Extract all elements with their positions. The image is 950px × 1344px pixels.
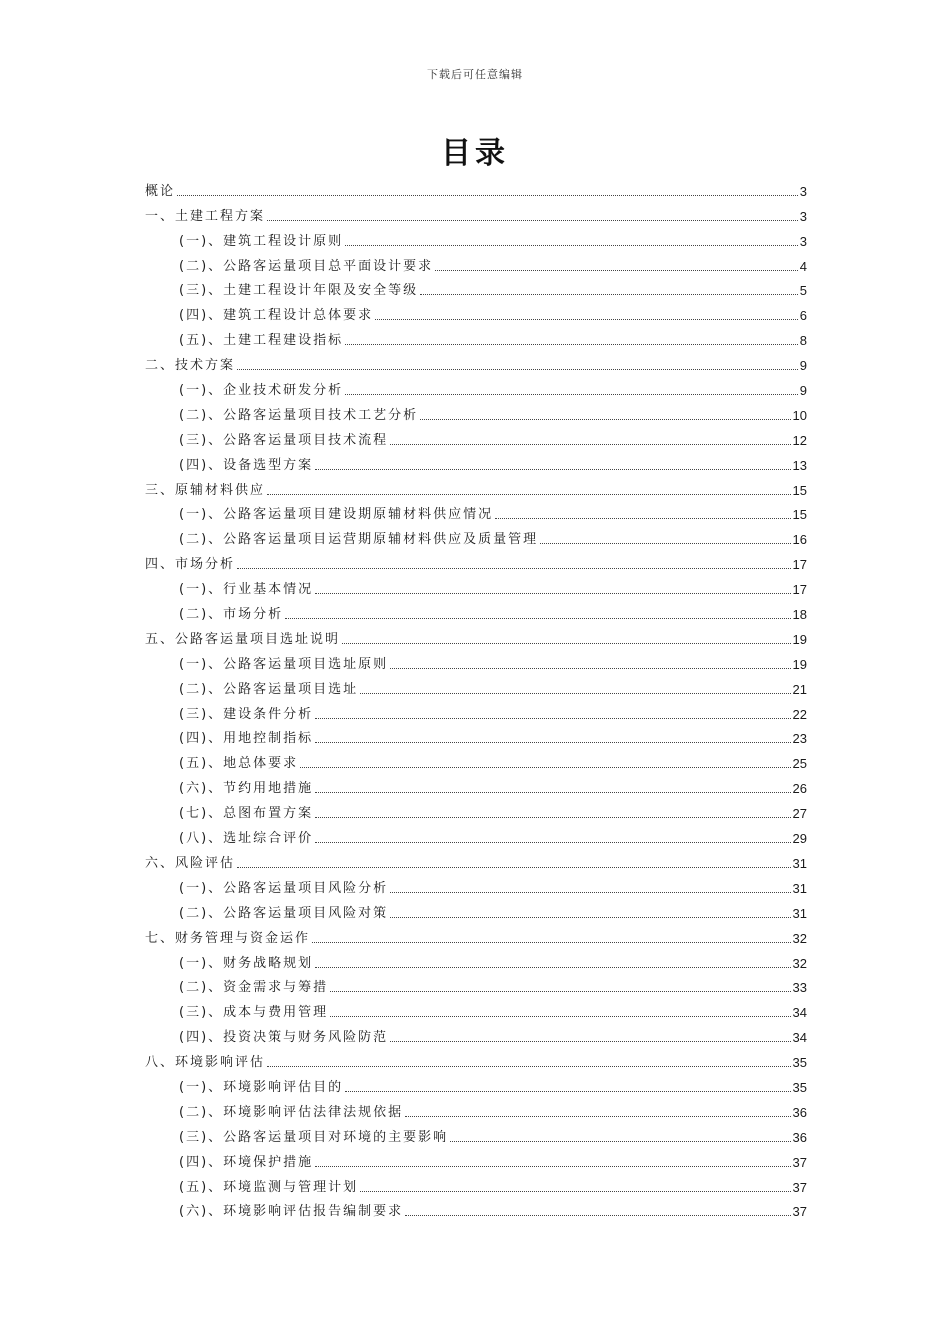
toc-dot-leader: [420, 419, 790, 420]
toc-dot-leader: [177, 195, 798, 196]
toc-dot-leader: [267, 494, 791, 495]
toc-entry-text: (七)、总图布置方案: [179, 806, 314, 822]
toc-page-number: 18: [792, 607, 807, 623]
toc-dot-leader: [285, 618, 790, 619]
toc-page-number: 37: [792, 1204, 807, 1220]
toc-entry-text: (二)、公路客运量项目选址: [179, 681, 359, 697]
toc-dot-leader: [345, 1091, 790, 1092]
toc-page-number: 3: [799, 183, 807, 199]
toc-entry[interactable]: [145, 298, 807, 323]
toc-page-number: 13: [792, 457, 807, 473]
toc-entry-text: (三)、公路客运量项目技术流程: [179, 432, 389, 448]
toc-entry-text: (二)、市场分析: [179, 607, 284, 623]
toc-page-number: 35: [792, 1079, 807, 1095]
toc-dot-leader: [237, 369, 798, 370]
toc-page-number: 10: [792, 407, 807, 423]
toc-dot-leader: [267, 220, 798, 221]
toc-entry-text: 六、风险评估: [145, 855, 236, 871]
toc-page-number: 33: [792, 980, 807, 996]
toc-entry-text: (一)、建筑工程设计原则: [179, 233, 344, 249]
toc-page-number: 8: [799, 333, 807, 349]
toc-entry[interactable]: [145, 1170, 807, 1195]
toc-title: 目录: [441, 136, 509, 171]
toc-entry-text: (三)、公路客运量项目对环境的主要影响: [179, 1129, 449, 1145]
toc-page-number: 15: [792, 507, 807, 523]
toc-entry[interactable]: [145, 348, 807, 373]
toc-entry[interactable]: [145, 1020, 807, 1045]
toc-dot-leader: [315, 792, 790, 793]
toc-entry[interactable]: [145, 224, 807, 249]
toc-dot-leader: [390, 444, 790, 445]
toc-entry-text: (五)、环境监测与管理计划: [179, 1179, 359, 1195]
toc-entry-text: (五)、地总体要求: [179, 756, 299, 772]
toc-page-number: 29: [792, 831, 807, 847]
toc-dot-leader: [420, 294, 798, 295]
toc-dot-leader: [360, 1191, 790, 1192]
toc-entry[interactable]: [145, 473, 807, 498]
toc-page-number: 17: [792, 582, 807, 598]
toc-dot-leader: [405, 1215, 790, 1216]
toc-entry[interactable]: [145, 971, 807, 996]
toc-page-number: 17: [792, 557, 807, 573]
toc-page-number: 32: [792, 955, 807, 971]
toc-dot-leader: [315, 1166, 790, 1167]
toc-page-number: 21: [792, 681, 807, 697]
toc-entry[interactable]: [145, 871, 807, 896]
toc-entry-text: 一、土建工程方案: [145, 208, 266, 224]
toc-entry-text: 概论: [145, 183, 176, 199]
toc-page-number: 19: [792, 656, 807, 672]
toc-entry-text: (一)、行业基本情况: [179, 582, 314, 598]
toc-page-number: 3: [799, 233, 807, 249]
toc-entry-text: 二、技术方案: [145, 358, 236, 374]
toc-page-number: 35: [792, 1055, 807, 1071]
toc-dot-leader: [390, 668, 790, 669]
toc-entry[interactable]: [145, 498, 807, 523]
toc-entry[interactable]: [145, 572, 807, 597]
toc-dot-leader: [435, 270, 798, 271]
toc-entry[interactable]: [145, 199, 807, 224]
toc-page-number: 37: [792, 1154, 807, 1170]
toc-page-number: 31: [792, 855, 807, 871]
toc-entry[interactable]: [145, 672, 807, 697]
toc-dot-leader: [390, 917, 790, 918]
toc-page-number: 34: [792, 1005, 807, 1021]
header-note: 下载后可任意编辑: [427, 68, 523, 81]
toc-entry[interactable]: [145, 846, 807, 871]
toc-entry[interactable]: [145, 423, 807, 448]
toc-entry[interactable]: [145, 1095, 807, 1120]
toc-dot-leader: [405, 1116, 790, 1117]
toc-dot-leader: [330, 991, 790, 992]
toc-dot-leader: [390, 892, 790, 893]
toc-entry-text: (一)、公路客运量项目风险分析: [179, 880, 389, 896]
toc-page-number: 37: [792, 1179, 807, 1195]
toc-entry[interactable]: [145, 174, 807, 199]
toc-entry-text: (八)、选址综合评价: [179, 831, 314, 847]
toc-entry-text: 四、市场分析: [145, 557, 236, 573]
toc-page-number: 5: [799, 283, 807, 299]
toc-entry-text: 五、公路客运量项目选址说明: [145, 631, 341, 647]
toc-page-number: 36: [792, 1129, 807, 1145]
toc-page-number: 27: [792, 806, 807, 822]
toc-entry[interactable]: [145, 796, 807, 821]
toc-entry-text: 八、环境影响评估: [145, 1055, 266, 1071]
toc-entry-text: (二)、公路客运量项目运营期原辅材料供应及质量管理: [179, 532, 539, 548]
toc-entry[interactable]: [145, 697, 807, 722]
toc-entry[interactable]: [145, 547, 807, 572]
toc-entry-text: (一)、财务战略规划: [179, 955, 314, 971]
toc-dot-leader: [315, 817, 790, 818]
toc-entry[interactable]: [145, 821, 807, 846]
toc-dot-leader: [390, 1041, 790, 1042]
toc-page-number: 6: [799, 308, 807, 324]
toc-entry[interactable]: [145, 921, 807, 946]
toc-page-number: 36: [792, 1104, 807, 1120]
toc-entry[interactable]: [145, 1120, 807, 1145]
toc-page-number: 9: [799, 358, 807, 374]
toc-dot-leader: [237, 867, 791, 868]
toc-entry-text: 七、财务管理与资金运作: [145, 930, 311, 946]
toc-entry-text: (三)、土建工程设计年限及安全等级: [179, 283, 419, 299]
toc-page-number: 4: [799, 258, 807, 274]
toc-page-number: 31: [792, 905, 807, 921]
toc-dot-leader: [375, 319, 798, 320]
toc-entry-text: (一)、公路客运量项目选址原则: [179, 656, 389, 672]
toc-page-number: 3: [799, 208, 807, 224]
toc-entry-text: (四)、建筑工程设计总体要求: [179, 308, 374, 324]
toc-entry-text: (四)、设备选型方案: [179, 457, 314, 473]
toc-entry-text: (六)、节约用地措施: [179, 781, 314, 797]
toc-entry[interactable]: [145, 1045, 807, 1070]
toc-dot-leader: [267, 1066, 791, 1067]
toc-entry[interactable]: [145, 622, 807, 647]
toc-dot-leader: [540, 543, 790, 544]
toc-dot-leader: [330, 1016, 790, 1017]
toc-dot-leader: [360, 693, 790, 694]
toc-entry-text: 三、原辅材料供应: [145, 482, 266, 498]
toc-page-number: 15: [792, 482, 807, 498]
toc-dot-leader: [315, 842, 790, 843]
toc-page-number: 26: [792, 781, 807, 797]
toc-page-number: 25: [792, 756, 807, 772]
toc-page-number: 23: [792, 731, 807, 747]
toc-entry[interactable]: [145, 398, 807, 423]
toc-dot-leader: [300, 767, 790, 768]
toc-entry-text: (二)、公路客运量项目总平面设计要求: [179, 258, 434, 274]
toc-page-number: 16: [792, 532, 807, 548]
toc-entry-text: (三)、成本与费用管理: [179, 1005, 329, 1021]
toc-entry-text: (三)、建设条件分析: [179, 706, 314, 722]
toc-entry-text: (二)、公路客运量项目风险对策: [179, 905, 389, 921]
toc-entry[interactable]: [145, 373, 807, 398]
toc-entry[interactable]: [145, 448, 807, 473]
toc-entry-text: (一)、企业技术研发分析: [179, 383, 344, 399]
toc-page-number: 19: [792, 631, 807, 647]
toc-page-number: 31: [792, 880, 807, 896]
toc-entry-text: (二)、公路客运量项目技术工艺分析: [179, 407, 419, 423]
toc-dot-leader: [342, 643, 791, 644]
toc-entry[interactable]: [145, 249, 807, 274]
toc-page-number: 22: [792, 706, 807, 722]
toc-entry[interactable]: [145, 522, 807, 547]
toc-entry[interactable]: [145, 1070, 807, 1095]
toc-entry-text: (二)、环境影响评估法律法规依据: [179, 1104, 404, 1120]
toc-entry[interactable]: [145, 323, 807, 348]
toc-entry[interactable]: [145, 1145, 807, 1170]
toc-dot-leader: [312, 942, 791, 943]
toc-entry-text: (四)、用地控制指标: [179, 731, 314, 747]
toc-page-number: 9: [799, 383, 807, 399]
toc-entry[interactable]: [145, 946, 807, 971]
toc-dot-leader: [237, 568, 791, 569]
toc-dot-leader: [315, 742, 790, 743]
toc-dot-leader: [345, 394, 798, 395]
toc-entry[interactable]: [145, 896, 807, 921]
toc-entry-text: (二)、资金需求与筹措: [179, 980, 329, 996]
table-of-contents: [145, 174, 807, 1219]
toc-entry[interactable]: [145, 647, 807, 672]
toc-dot-leader: [315, 718, 790, 719]
toc-dot-leader: [315, 593, 790, 594]
toc-entry[interactable]: [145, 1195, 807, 1220]
toc-entry-text: (六)、环境影响评估报告编制要求: [179, 1204, 404, 1220]
toc-entry-text: (一)、环境影响评估目的: [179, 1079, 344, 1095]
toc-entry[interactable]: [145, 597, 807, 622]
toc-page-number: 34: [792, 1030, 807, 1046]
toc-dot-leader: [345, 344, 798, 345]
toc-entry[interactable]: [145, 746, 807, 771]
toc-page-number: 12: [792, 432, 807, 448]
toc-dot-leader: [315, 469, 790, 470]
toc-page-number: 32: [792, 930, 807, 946]
toc-dot-leader: [495, 518, 790, 519]
toc-dot-leader: [450, 1141, 790, 1142]
toc-entry-text: (五)、土建工程建设指标: [179, 333, 344, 349]
toc-entry-text: (一)、公路客运量项目建设期原辅材料供应情况: [179, 507, 494, 523]
toc-dot-leader: [315, 967, 790, 968]
toc-entry-text: (四)、环境保护措施: [179, 1154, 314, 1170]
toc-dot-leader: [345, 245, 798, 246]
toc-entry[interactable]: [145, 722, 807, 747]
toc-entry[interactable]: [145, 274, 807, 299]
toc-entry-text: (四)、投资决策与财务风险防范: [179, 1030, 389, 1046]
toc-entry[interactable]: [145, 995, 807, 1020]
toc-entry[interactable]: [145, 771, 807, 796]
